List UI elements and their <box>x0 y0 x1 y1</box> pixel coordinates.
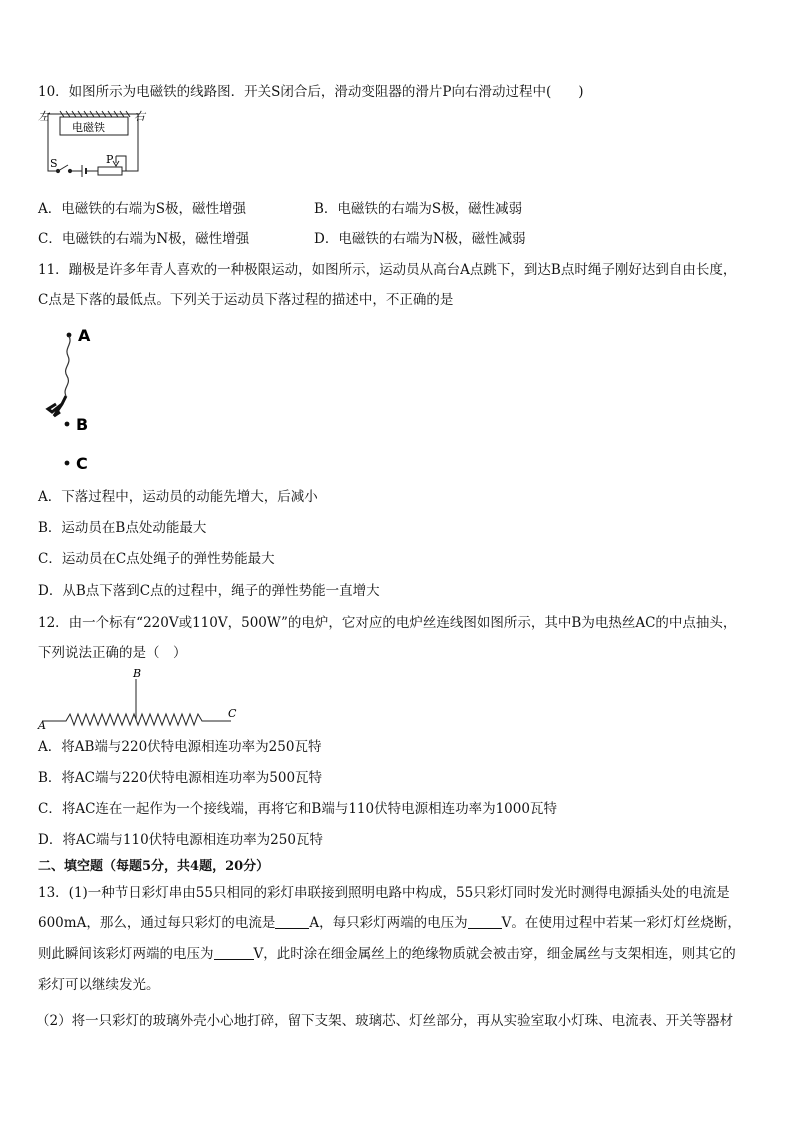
q13-line2-part2: A，每只彩灯两端的电压为 <box>309 915 468 931</box>
q12-option-d: D．将AC端与110伏特电源相连功率为250瓦特 <box>38 832 323 848</box>
q12-label-c: C <box>228 707 237 720</box>
q11-option-c: C．运动员在C点处绳子的弹性势能最大 <box>38 551 275 567</box>
q12-heater-wire-figure <box>36 667 246 731</box>
answer-blank-2[interactable] <box>468 928 502 929</box>
q13-line2-part1: 600mA，那么，通过每只彩灯的电流是 <box>38 915 276 931</box>
q13-line5: （2）将一只彩灯的玻璃外壳小心地打碎，留下支架、玻璃芯、灯丝部分，再从实验室取小灯珠、电流表、开关等器材 <box>36 1013 734 1029</box>
q11-option-a: A．下落过程中，运动员的动能先增大，后减小 <box>38 489 318 505</box>
q11-stem-line1: 11．蹦极是许多年青人喜欢的一种极限运动，如图所示，运动员从高台A点跳下，到达B点时绳子刚好达到自由长度， <box>38 262 737 278</box>
q13-line1: 13．(1)一种节日彩灯串由55只相同的彩灯串联接到照明电路中构成，55只彩灯同时发光时测得电源插头处的电流是 <box>38 885 730 901</box>
answer-blank-1[interactable] <box>275 928 309 929</box>
q10-option-b: B．电磁铁的右端为S极，磁性减弱 <box>314 201 523 217</box>
answer-blank-3[interactable] <box>214 959 254 960</box>
jumper-icon <box>48 396 66 416</box>
q10-stem: 10．如图所示为电磁铁的线路图．开关S闭合后，滑动变阻器的滑片P向右滑动过程中( ) <box>38 84 584 100</box>
q10-label-left: 左 <box>38 110 49 123</box>
q10-label-p: P <box>106 153 114 166</box>
q13-line3 <box>38 945 736 963</box>
q11-stem-line2: C点是下落的最低点。下列关于运动员下落过程的描述中，不正确的是 <box>38 292 454 308</box>
q12-stem-line2: 下列说法正确的是（ ） <box>38 645 187 661</box>
rope-icon <box>65 336 70 396</box>
battery-icon <box>82 165 98 177</box>
switch-icon <box>56 165 82 173</box>
q10-option-c: C．电磁铁的右端为N极，磁性增强 <box>38 231 250 247</box>
q13-line3-part2: V，此时涂在细金属丝上的绝缘物质就会被击穿，细金属丝与支架相连，则其它的 <box>253 946 736 962</box>
q12-option-b: B．将AC端与220伏特电源相连功率为500瓦特 <box>38 770 323 786</box>
q11-bungee-figure <box>40 322 120 472</box>
q13-line4: 彩灯可以继续发光。 <box>38 977 160 993</box>
q13-line2 <box>38 914 741 932</box>
q10-option-d: D．电磁铁的右端为N极，磁性减弱 <box>314 231 526 247</box>
q12-label-a: A <box>38 719 46 731</box>
q13-line2-part3: V。在使用过程中若某一彩灯灯丝烧断， <box>501 915 741 931</box>
q13-line3-part1: 则此瞬间该彩灯两端的电压为 <box>38 946 214 962</box>
section-heading: 二、填空题（每题5分，共4题，20分） <box>38 859 270 874</box>
q11-label-c: C <box>76 454 88 472</box>
q11-option-d: D．从B点下落到C点的过程中，绳子的弹性势能一直增大 <box>38 583 380 599</box>
q11-option-b: B．运动员在B点处动能最大 <box>38 520 207 536</box>
q10-label-core: 电磁铁 <box>72 121 105 134</box>
q11-label-a: A <box>78 326 91 345</box>
q10-option-a: A．电磁铁的右端为S极，磁性增强 <box>38 201 246 217</box>
q12-label-b: B <box>133 667 142 680</box>
q10-circuit-figure <box>38 108 148 184</box>
q10-label-s: S <box>50 157 58 170</box>
q12-option-a: A．将AB端与220伏特电源相连功率为250瓦特 <box>38 739 322 755</box>
point-b-dot <box>65 422 70 427</box>
q12-stem-line1: 12．由一个标有“220V或110V，500W”的电炉，它对应的电炉丝连线图如图所示，其中B为电热丝AC的中点抽头， <box>38 615 737 631</box>
q10-label-right: 右 <box>134 110 145 123</box>
coil-icon <box>48 111 138 171</box>
q12-option-c: C．将AC连在一起作为一个接线端，再将它和B端与110伏特电源相连功率为1000瓦特 <box>38 801 557 817</box>
point-c-dot <box>65 461 70 466</box>
q11-label-b: B <box>76 415 89 434</box>
